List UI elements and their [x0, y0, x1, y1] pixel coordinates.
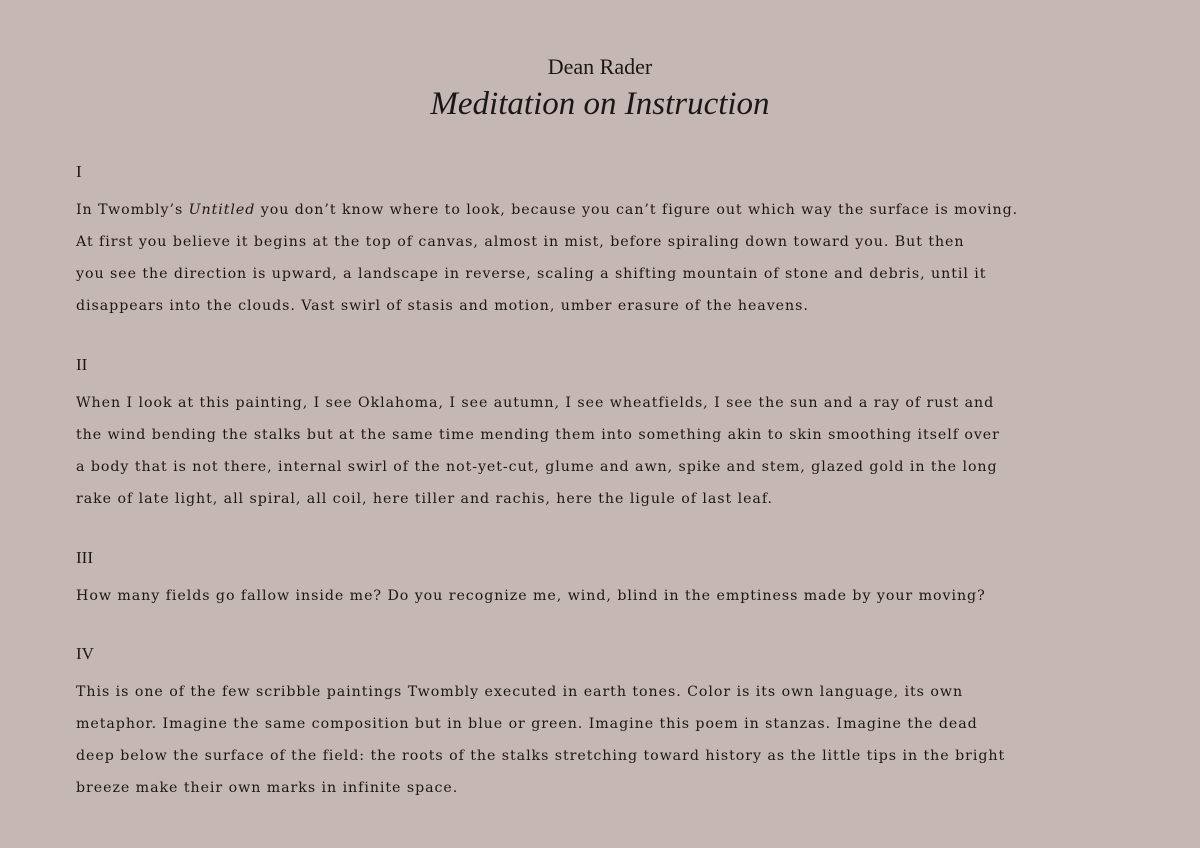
section-numeral: III — [76, 548, 93, 567]
poem-section — [76, 162, 1136, 322]
poem-section — [76, 644, 1136, 804]
section-numeral: IV — [76, 644, 94, 663]
poem-line: breeze make their own marks in infinite space. — [76, 780, 459, 796]
poem-line: deep below the surface of the field: the roots of the stalks stretching toward history as the little tips in the bright — [76, 748, 1006, 764]
poem-line: rake of late light, all spiral, all coil, here tiller and rachis, here the ligule of last leaf. — [76, 491, 773, 507]
line-text: you don’t know where to look, because you can’t figure out which way the surface is moving. — [255, 202, 1019, 218]
poem-line: This is one of the few scribble paintings Twombly executed in earth tones. Color is its own language, its own — [76, 684, 964, 700]
artwork-title: Untitled — [188, 202, 256, 218]
poem-line: the wind bending the stalks but at the same time mending them into something akin to skin smoothing itself over — [76, 427, 1000, 443]
poem-line: you see the direction is upward, a landscape in reverse, scaling a shifting mountain of stone and debris, until it — [76, 266, 987, 282]
poem-line — [76, 194, 1136, 226]
poem-line: At first you believe it begins at the top of canvas, almost in mist, before spiraling down toward you. But then — [76, 234, 965, 250]
poem-section — [76, 355, 1136, 515]
poem-line: How many fields go fallow inside me? Do you recognize me, wind, blind in the emptiness made by your moving? — [76, 588, 986, 604]
poem-section — [76, 548, 1136, 612]
line-text: In Twombly’s — [76, 202, 189, 218]
section-numeral: II — [76, 355, 88, 374]
author-name: Dean Rader — [547, 54, 653, 79]
poem-line: When I look at this painting, I see Oklahoma, I see autumn, I see wheatfields, I see the sun and a ray of rust and — [76, 395, 995, 411]
section-numeral: I — [76, 162, 82, 181]
poem-line: disappears into the clouds. Vast swirl of stasis and motion, umber erasure of the heavens. — [76, 298, 809, 314]
poem-line: metaphor. Imagine the same composition but in blue or green. Imagine this poem in stanzas. Imagine the dead — [76, 716, 978, 732]
poem-title: Meditation on Instruction — [430, 86, 770, 122]
poem-line: a body that is not there, internal swirl of the not-yet-cut, glume and awn, spike and stem, glazed gold in the long — [76, 459, 998, 475]
